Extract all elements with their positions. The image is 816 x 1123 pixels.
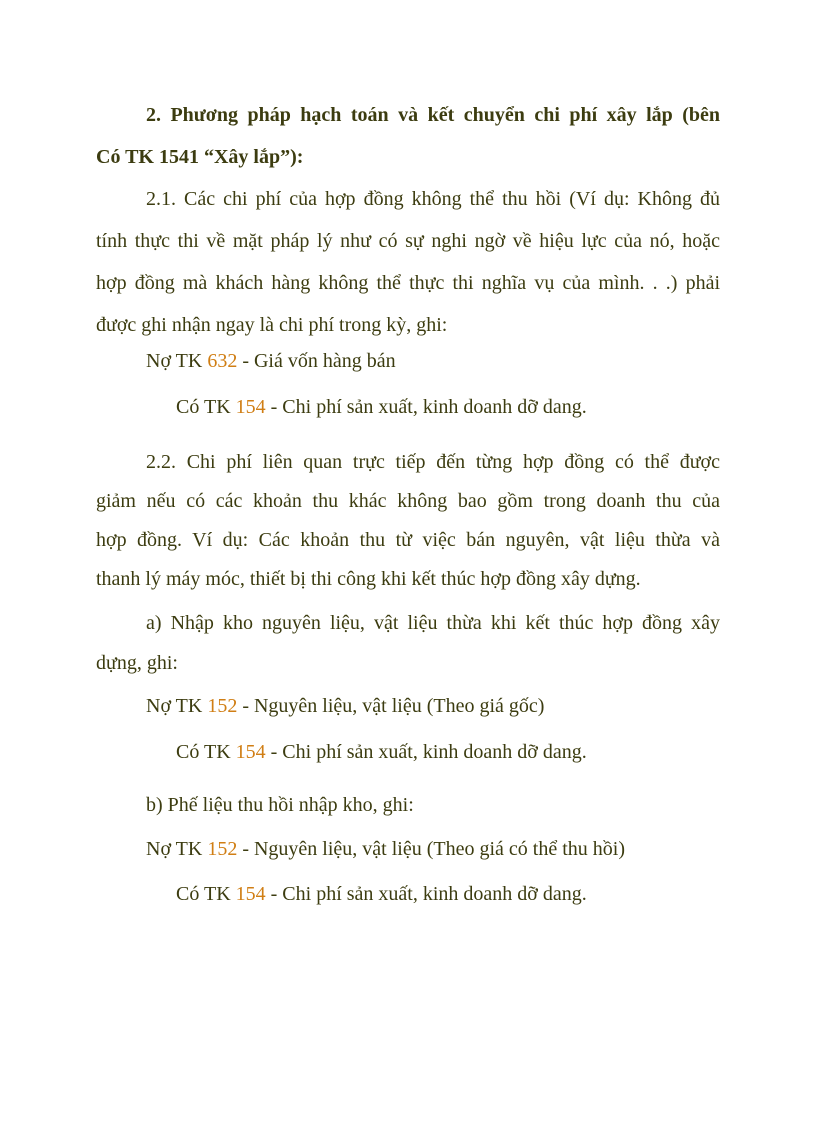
entry-prefix: Có TK	[176, 396, 236, 418]
journal-entry-credit	[176, 882, 587, 906]
account-number: 152	[207, 695, 238, 717]
para-2-1-line-4: được ghi nhận ngay là chi phí trong kỳ, ghi:	[96, 314, 448, 336]
journal-entry-debit	[146, 837, 625, 861]
account-number: 154	[235, 741, 266, 763]
entry-description: - Chi phí sản xuất, kinh doanh dỡ dang.	[265, 883, 587, 905]
entry-prefix: Nợ TK	[146, 838, 208, 860]
section-heading-line-1: 2. Phương pháp hạch toán và kết chuyển chi phí xây lắp (bên	[146, 104, 720, 126]
entry-description: - Chi phí sản xuất, kinh doanh dỡ dang.	[265, 396, 587, 418]
entry-prefix: Có TK	[176, 741, 236, 763]
entry-description: - Chi phí sản xuất, kinh doanh dỡ dang.	[265, 741, 587, 763]
item-a-line-2: dựng, ghi:	[96, 652, 178, 674]
journal-entry-debit	[146, 694, 544, 718]
account-number: 154	[235, 396, 266, 418]
para-2-2-line-2: giảm nếu có các khoản thu khác không bao gồm trong doanh thu của	[96, 490, 720, 512]
para-2-1-line-3: hợp đồng mà khách hàng không thể thực thi nghĩa vụ của mình. . .) phải	[96, 272, 720, 294]
entry-prefix: Nợ TK	[146, 695, 208, 717]
item-b-line-1: b) Phế liệu thu hồi nhập kho, ghi:	[146, 794, 414, 816]
account-number: 152	[207, 838, 238, 860]
section-heading-line-2: Có TK 1541 “Xây lắp”):	[96, 146, 304, 168]
entry-description: - Nguyên liệu, vật liệu (Theo giá gốc)	[237, 695, 545, 717]
para-2-2-line-4: thanh lý máy móc, thiết bị thi công khi kết thúc hợp đồng xây dựng.	[96, 568, 641, 590]
para-2-2-line-1: 2.2. Chi phí liên quan trực tiếp đến từng hợp đồng có thể được	[146, 451, 720, 473]
item-a-line-1: a) Nhập kho nguyên liệu, vật liệu thừa khi kết thúc hợp đồng xây	[146, 612, 720, 634]
account-number: 632	[207, 350, 238, 372]
journal-entry-credit	[176, 740, 587, 764]
account-number: 154	[235, 883, 266, 905]
para-2-2-line-3: hợp đồng. Ví dụ: Các khoản thu từ việc bán nguyên, vật liệu thừa và	[96, 529, 720, 551]
journal-entry-debit	[146, 349, 396, 373]
entry-description: - Nguyên liệu, vật liệu (Theo giá có thể thu hồi)	[237, 838, 625, 860]
para-2-1-line-2: tính thực thi về mặt pháp lý như có sự nghi ngờ về hiệu lực của nó, hoặc	[96, 230, 720, 252]
entry-prefix: Có TK	[176, 883, 236, 905]
entry-description: - Giá vốn hàng bán	[237, 350, 396, 372]
entry-prefix: Nợ TK	[146, 350, 208, 372]
journal-entry-credit	[176, 395, 587, 419]
para-2-1-line-1: 2.1. Các chi phí của hợp đồng không thể thu hồi (Ví dụ: Không đủ	[146, 188, 720, 210]
